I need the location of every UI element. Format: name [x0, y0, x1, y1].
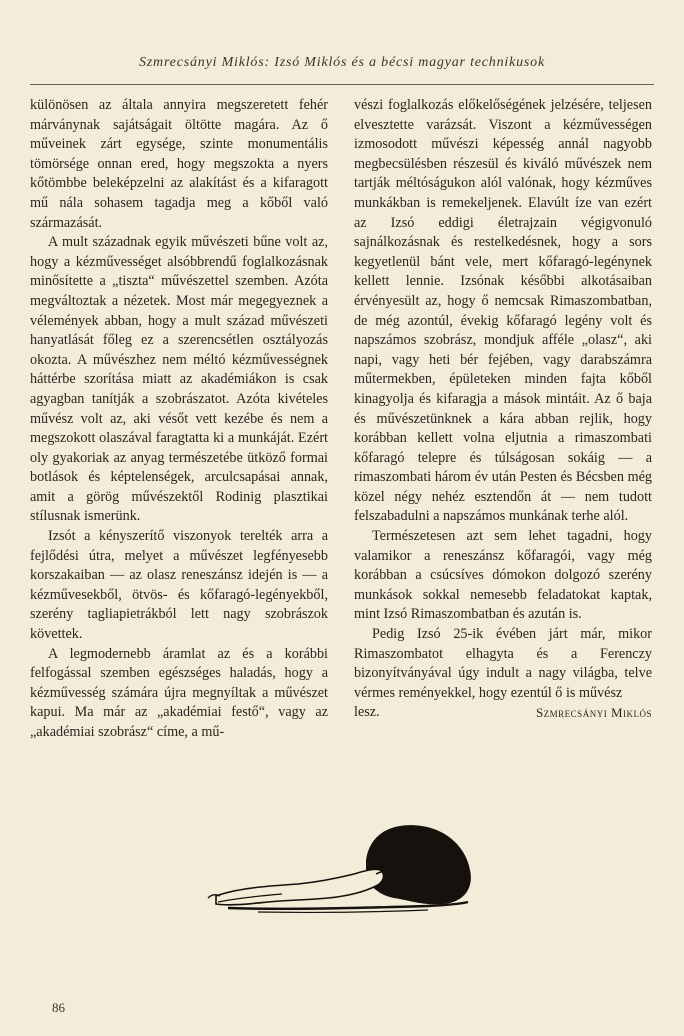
closing-line — [354, 703, 652, 723]
right-column — [354, 96, 652, 723]
paragraph: különösen az általa annyira megszeretett fehér márványnak sajátságait öltötte magára. Az ő műveinek zárt egysége, szinte monumentális tömörsége onnan ered, hogy megszokta a nyers kőtömbbe beleképzelni az alakítást és a kifaragott mű nála sohasem tagadja meg a kőből való származását. — [30, 97, 328, 231]
paragraph: Izsót a kényszerítő viszonyok terelték arra a fejlődési útra, melyet a művészet legfényesebb korszakaiban — az olasz reneszánsz idején is — a kézművesekből, ötvös- és kőfaragó-legényekből, szerény tagliapietrákból lett nagy szobrászok követtek. — [30, 528, 328, 643]
paragraph: Természetesen azt sem lehet tagadni, hogy valamikor a reneszánsz kőfaragói, vagy még korábban a csúcsíves dómokon dolgozó szerény munkások sokkal nemesebb feladatokat kaptak, mint Izsó Rimaszombatban és azután is. — [354, 528, 652, 623]
reclining-figure-illustration-icon — [198, 818, 498, 918]
paragraph: A legmodernebb áramlat az és a korábbi felfogással szemben egészséges haladás, hogy a kézművesség számára újra megnyíltak a művészet kapui. Ma már az „akadémiai festő“, vagy az „akadémiai szobrász“ címe, a mű- — [30, 645, 328, 740]
paragraph: Pedig Izsó 25-ik évében járt már, mikor Rimaszombatot elhagyta és a Ferenczy bizonyítványával úgy indult a nagy világba, telve vérmes reményekkel, hogy ezentúl ő is művész — [354, 626, 652, 701]
paragraph: vészi foglalkozás előkelőségének jelzésére, teljesen elvesztette varázsát. Viszont a kézművességen izmosodott művészi képesség annál nagyobb megbecsülésben részesül és kiváló művészek nem tartják méltóságukon alól valónak, hogy kézműves munkákban is remekeljenek. Elavúlt íze van ezért az Izsó eddigi életrajzain végigvonuló sajnálkozásnak és restelkedésnek, hogy a sors kegyetlenül bánt vele, mert kőfaragó-legénynek kellett lennie. Izsónak későbbi alkotásaiban érvényesült az, hogy ő nemcsak Rimaszombatban, de még azontúl, évekig kőfaragó legény volt és napszámos szobrász, mondjuk afféle „olasz“, aki napi, vagy heti bér fejében, vagy darabszámra műtermekben, épületeken minden fajta kőből kinagyolja és kifaragja a mások mintáit. Az ő baja és művészetünknek a kára abban rejlik, hogy korábban kellett volna eljutnia a rimaszombati kőfaragó telepre és túlságosan sokáig — a rimaszombati három év után Pesten és Bécsben még közel négy nehéz esztendőn át — nem tudott felszabadulni a napszámos munkának terhe alól. — [354, 97, 652, 525]
left-column — [30, 96, 328, 743]
header-rule — [30, 84, 654, 85]
author-signature: Szmrecsányi Miklós — [535, 705, 652, 721]
paragraph: A mult századnak egyik művészeti bűne volt az, hogy a kézművességet alsóbbrendű foglalkozásnak minősítette a „tiszta“ művészettel szemben. Azóta megváltoztak a nézetek. Most már megegyeznek a vélemények abban, hogy a mult század művészeti hanyatlását főleg ez a szerencsétlen osztályozás okozta. A művészhez nem méltó kézművességnek háttérbe szorítása miatt az akadémiákon is csak agyagban tanítják a szobrászatot. Azóta kivételes művész volt az, aki vésőt vett kezébe és nem a megszokott olaszával faragtatta ki a munkáját. Ezért oly gyakoriak az anyag természetébe ütköző formai botlások és képtelenségek, arculcsapásai annak, amit a görög művészektől Rodinig plasztikai stílusnak ismerünk. — [30, 234, 328, 525]
page-number: 86 — [52, 1000, 65, 1015]
running-header: Szmrecsányi Miklós: Izsó Miklós és a bécsi magyar technikusok — [139, 55, 545, 70]
closing-word: lesz. — [354, 704, 380, 721]
